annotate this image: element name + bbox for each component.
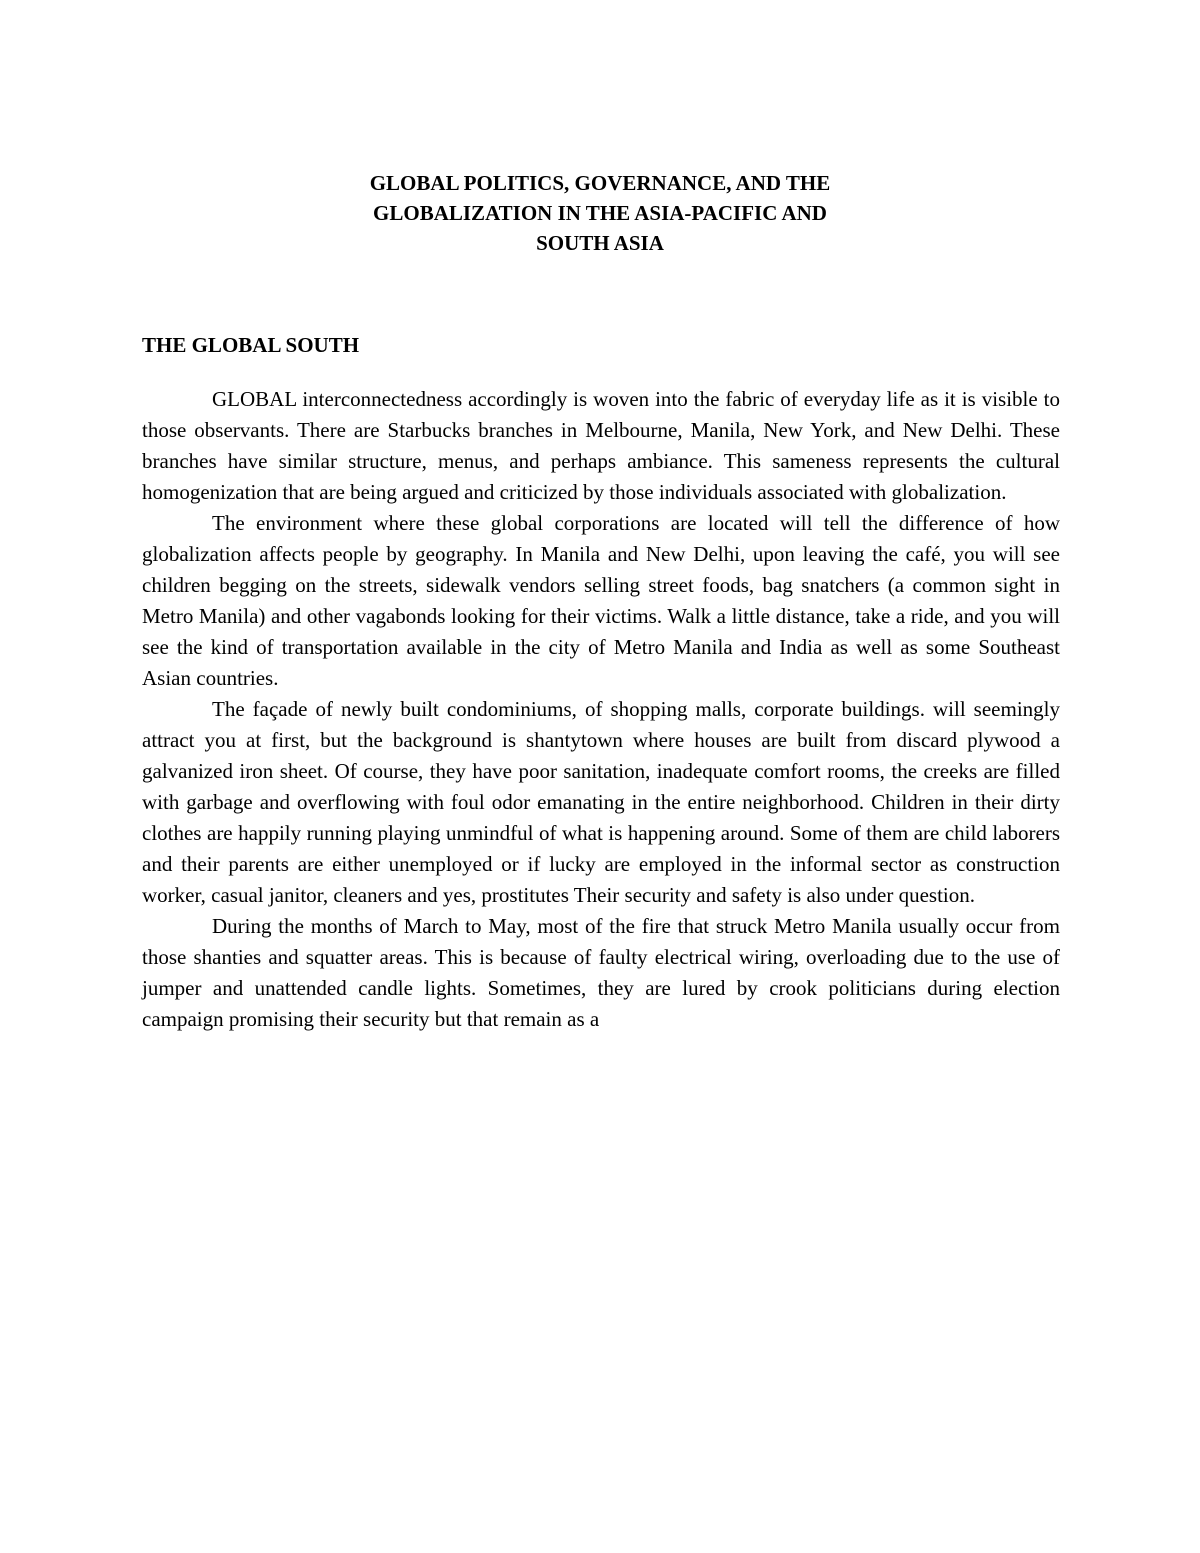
body-text (142, 384, 1060, 1035)
paragraph-4: During the months of March to May, most of the fire that struck Metro Manila usually occur from those shanties and squatter areas. This is because of faulty electrical wiring, overloading due to the use of jumper and unattended candle lights. Sometimes, they are lured by crook politicians during election campaign promising their security but that remain as a (142, 914, 1060, 1031)
document-title (140, 168, 1060, 258)
paragraph-2: The environment where these global corporations are located will tell the difference of how globalization affects people by geography. In Manila and New Delhi, upon leaving the café, you will see children begging on the streets, sidewalk vendors selling street foods, bag snatchers (a common sight in Metro Manila) and other vagabonds looking for their victims. Walk a little distance, take a ride, and you will see the kind of transportation available in the city of Metro Manila and India as well as some Southeast Asian countries. (142, 511, 1060, 690)
title-line-1: GLOBAL POLITICS, GOVERNANCE, AND THE (369, 171, 831, 195)
title-line-2: GLOBALIZATION IN THE ASIA-PACIFIC AND (373, 201, 827, 225)
paragraph-3: The façade of newly built condominiums, of shopping malls, corporate buildings. will seemingly attract you at first, but the background is shantytown where houses are built from discard plywood a galvanized iron sheet. Of course, they have poor sanitation, inadequate comfort rooms, the creeks are filled with garbage and overflowing with foul odor emanating in the entire neighborhood. Children in their dirty clothes are happily running playing unmindful of what is happening around. Some of them are child laborers and their parents are either unemployed or if lucky are employed in the informal sector as construction worker, casual janitor, cleaners and yes, prostitutes Their security and safety is also under question. (142, 697, 1060, 907)
paragraph-1: GLOBAL interconnectedness accordingly is woven into the fabric of everyday life as it is visible to those observants. There are Starbucks branches in Melbourne, Manila, New York, and New Delhi. These branches have similar structure, menus, and perhaps ambiance. This sameness represents the cultural homogenization that are being argued and criticized by those individuals associated with globalization. (142, 387, 1060, 504)
section-heading: THE GLOBAL SOUTH (142, 333, 360, 357)
title-line-3: SOUTH ASIA (536, 231, 664, 255)
